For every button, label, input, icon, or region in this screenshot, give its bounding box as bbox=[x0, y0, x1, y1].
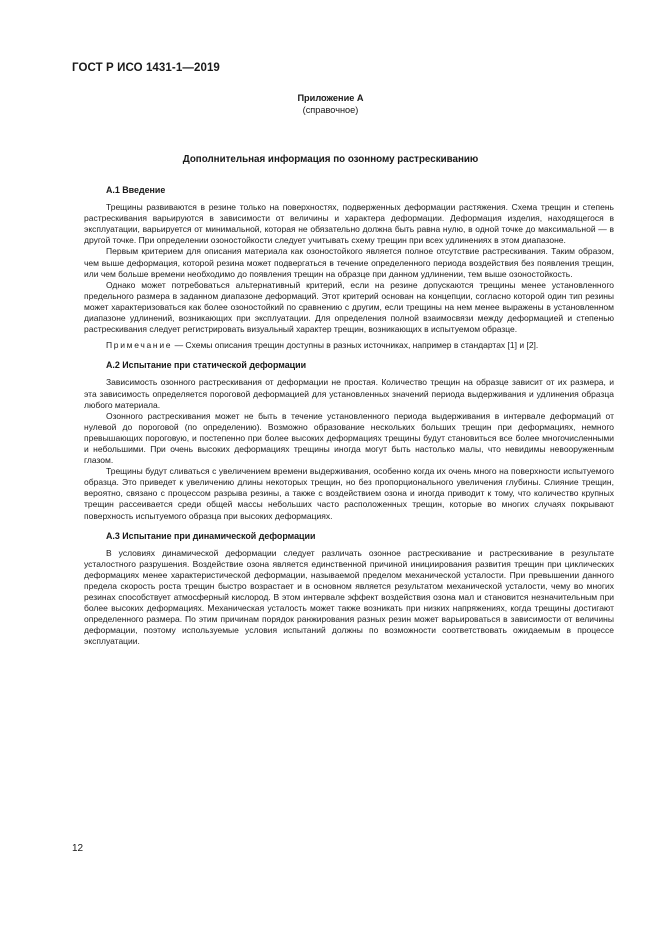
section-heading-dynamic-deformation: А.3 Испытание при динамической деформации bbox=[106, 530, 316, 541]
appendix-heading bbox=[0, 92, 661, 116]
paragraph: Первым критерием для описания материала как озоностойкого является полное отсутствие растрескивания. Таким образом, чем выше деформация, которой резина может подвергаться в течение определенного периода воздействия без появления трещин, или чем больше времени необходимо до появления трещин на образце при данном удлинении, тем выше озоностойкость. bbox=[84, 246, 614, 279]
paragraph: Трещины будут сливаться с увеличением времени выдерживания, особенно когда их очень много на поверхности испытуемого образца. Это приведет к увеличению длины некоторых трещин, но без пропорционального увеличения глубины. Слияние трещин, вероятно, связано с процессом разрыва резины, а также с воздействием озона и иногда приводит к тому, что количество крупных трещин рассеивается среди общей массы небольших часто расположенных трещин, которые во многих случаях покрывают поверхность испытуемого образца при высоких деформациях. bbox=[84, 466, 614, 521]
note-label: Примечание bbox=[106, 340, 173, 351]
document-title: Дополнительная информация по озонному растрескиванию bbox=[182, 154, 479, 165]
appendix-status: (справочное) bbox=[302, 105, 359, 115]
page-number: 12 bbox=[72, 843, 84, 854]
document-body bbox=[84, 185, 614, 648]
paragraph: Трещины развиваются в резине только на поверхностях, подверженных деформации растяжения. Схема трещин и степень растрескивания варьируются в зависимости от величины и характера деформации. Деформация изделия, находящегося в эксплуатации, варьируется от минимальной, которая не обязательно должна быть равна нулю, в одной точке до максимальной — в другой точке. При определении озоностойкости следует учитывать схему трещин при всех удлинениях в этом диапазоне. bbox=[84, 202, 614, 246]
document-header-code: ГОСТ Р ИСО 1431-1—2019 bbox=[72, 62, 220, 74]
paragraph: Озонного растрескивания может не быть в течение установленного периода выдерживания в интервале деформаций от нулевой до пороговой (по определению). Возможно образование нескольких больших трещин при деформациях, немного превышающих пороговую, и постепенно при более высоких деформациях трещины будут становиться все более многочисленными и небольшими. При очень высоких деформациях трещины иногда могут быть настолько малы, что невидимы невооруженным глазом. bbox=[84, 410, 614, 466]
appendix-title: Приложение А bbox=[297, 93, 364, 103]
section-heading-introduction: А.1 Введение bbox=[106, 185, 166, 195]
note bbox=[84, 340, 614, 351]
paragraph: В условиях динамической деформации следует различать озонное растрескивание и растрескивание в результате усталостного разрушения. Воздействие озона является единственной причиной инициирования развития трещин при циклических деформациях менее характеристической деформации, называемой пределом механической усталости. При превышении данного предела скорость роста трещин быстро возрастает и в основном является результатом механической усталости, чему во многих резинах способствует атмосферный кислород. В этом интервале эффект воздействия озона мал и становится незначительным при более высоких деформациях. Механическая усталость может также возникать при низких напряжениях, когда трещины достигают определенного размера. По этим причинам порядок ранжирования разных резин может варьироваться в зависимости от величины деформации, поэтому используемые условия испытаний должны по возможности соответствовать ожидаемым в процессе эксплуатации. bbox=[84, 547, 614, 647]
note-text: — Схемы описания трещин доступны в разных источниках, например в стандартах [1] и [2]. bbox=[172, 340, 539, 351]
section-heading-static-deformation: А.2 Испытание при статической деформации bbox=[106, 360, 307, 371]
paragraph: Однако может потребоваться альтернативный критерий, если на резине допускаются трещины менее установленного предельного размера в заданном диапазоне деформаций. Этот критерий основан на концепции, согласно которой один тип резины может характеризоваться как более озоностойкий по сравнению с другим, если трещины на нем менее выражены в установленном диапазоне удлинений, возникающих при эксплуатации. Для определения полной взаимосвязи между деформацией и степенью растрескивания следует регистрировать визуальный характер трещин, возникающих в испытуемом образце. bbox=[84, 279, 614, 335]
paragraph: Зависимость озонного растрескивания от деформации не простая. Количество трещин на образце зависит от их размера, и эта зависимость определяется пороговой деформацией для установленных значений периода выдерживания и удлинения образца любого материала. bbox=[84, 377, 614, 410]
